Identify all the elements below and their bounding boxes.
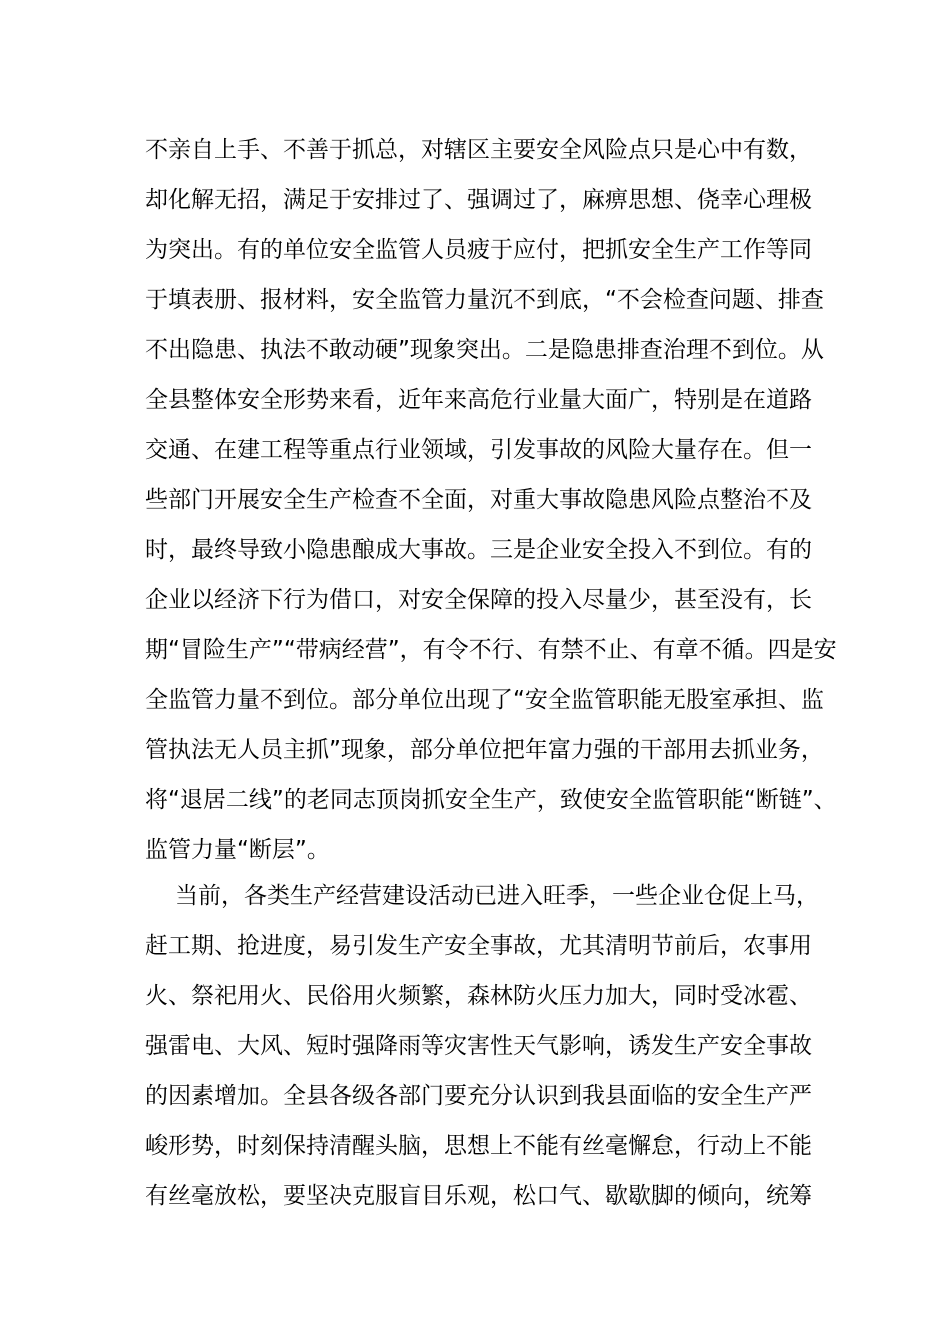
paragraph-1-line: 却化解无招，满足于安排过了、强调过了，麻痹思想、侥幸心理极 bbox=[145, 187, 812, 213]
paragraph-1-line: 交通、在建工程等重点行业领域，引发事故的风险大量存在。但一 bbox=[145, 437, 812, 463]
paragraph-1-line: 不亲自上手、不善于抓总，对辖区主要安全风险点只是心中有数， bbox=[145, 137, 812, 163]
paragraph-1-line: 全县整体安全形势来看，近年来高危行业量大面广，特别是在道路 bbox=[145, 387, 812, 413]
paragraph-2-line: 强雷电、大风、短时强降雨等灾害性天气影响，诱发生产安全事故 bbox=[145, 1033, 812, 1059]
paragraph-1-line: 将“退居二线”的老同志顶岗抓安全生产，致使安全监管职能“断链”、 bbox=[145, 787, 837, 813]
paragraph-1-line: 时，最终导致小隐患酿成大事故。三是企业安全投入不到位。有的 bbox=[145, 537, 812, 563]
paragraph-1-line: 些部门开展安全生产检查不全面，对重大事故隐患风险点整治不及 bbox=[145, 487, 812, 513]
paragraph-1-line: 全监管力量不到位。部分单位出现了“安全监管职能无股室承担、监 bbox=[145, 687, 824, 713]
paragraph-1-line: 于填表册、报材料，安全监管力量沉不到底，“不会检查问题、排查 bbox=[145, 287, 824, 313]
paragraph-2-line: 赶工期、抢进度，易引发生产安全事故，尤其清明节前后，农事用 bbox=[145, 933, 812, 959]
paragraph-1-line: 监管力量“断层”。 bbox=[145, 837, 330, 863]
paragraph-1-line: 期“冒险生产”“带病经营”，有令不行、有禁不止、有章不循。四是安 bbox=[145, 637, 837, 663]
paragraph-2-line: 有丝毫放松，要坚决克服盲目乐观，松口气、歇歇脚的倾向，统筹 bbox=[145, 1183, 812, 1209]
paragraph-1-line: 管执法无人员主抓”现象，部分单位把年富力强的干部用去抓业务， bbox=[145, 737, 824, 763]
paragraph-1-line: 企业以经济下行为借口，对安全保障的投入尽量少，甚至没有，长 bbox=[145, 587, 812, 613]
paragraph-1-line: 不出隐患、执法不敢动硬”现象突出。二是隐患排查治理不到位。从 bbox=[145, 337, 824, 363]
paragraph-2-line: 火、祭祀用火、民俗用火频繁，森林防火压力加大，同时受冰雹、 bbox=[145, 983, 812, 1009]
paragraph-1-line: 为突出。有的单位安全监管人员疲于应付，把抓安全生产工作等同 bbox=[145, 237, 812, 263]
paragraph-2-line: 当前，各类生产经营建设活动已进入旺季，一些企业仓促上马， bbox=[175, 883, 819, 909]
paragraph-2-line: 的因素增加。全县各级各部门要充分认识到我县面临的安全生产严 bbox=[145, 1083, 812, 1109]
paragraph-2-line: 峻形势，时刻保持清醒头脑，思想上不能有丝毫懈怠，行动上不能 bbox=[145, 1133, 812, 1159]
